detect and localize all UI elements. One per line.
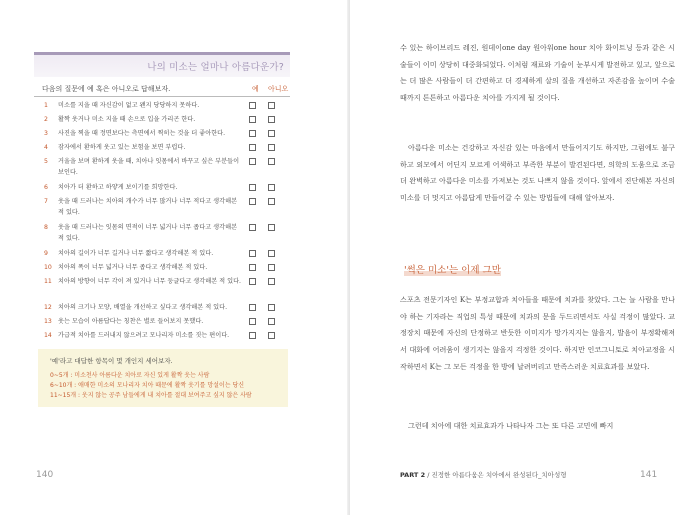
quiz-item-number: 3 xyxy=(44,130,48,137)
quiz-item-text: 웃는 모습이 아름답다는 칭찬은 별로 들어보지 못했다. xyxy=(58,318,204,325)
quiz-item-text: 치아의 길이가 너무 길거나 너무 짧다고 생각해본 적 있다. xyxy=(58,250,214,257)
quiz-item-number: 5 xyxy=(44,158,48,165)
quiz-item-number: 7 xyxy=(44,198,48,205)
quiz-item-text: 치아의 방향이 너무 각이 져 있거나 너무 둥글다고 생각해본 적 있다. xyxy=(58,278,242,285)
quiz-header-divider xyxy=(34,96,290,97)
body-paragraph: 그런데 치아에 대한 치료효과가 나타나자 그는 또 다른 고민에 빠지 xyxy=(408,421,614,430)
yes-checkbox[interactable] xyxy=(249,264,256,271)
quiz-title: 나의 미소는 얼마나 아름다운가? xyxy=(147,62,284,73)
yes-checkbox[interactable] xyxy=(249,304,256,311)
quiz-item-number: 9 xyxy=(44,250,48,257)
quiz-item-number: 14 xyxy=(44,332,52,339)
quiz-item-text: 활짝 웃거나 미소 지을 때 손으로 입을 가리곤 한다. xyxy=(58,116,196,123)
quiz-title-bar xyxy=(34,52,290,77)
page-number: 141 xyxy=(640,470,658,480)
no-checkbox[interactable] xyxy=(268,130,275,137)
yes-checkbox[interactable] xyxy=(249,318,256,325)
yes-checkbox[interactable] xyxy=(249,224,256,231)
quiz-item-text: 웃을 때 드러나는 잇몸의 면적이 너무 넓거나 너무 좁다고 생각해본 적 있다. xyxy=(58,224,238,242)
result-line: 6~10개 : 애매한 미소의 모나리자 치아 때문에 활짝 웃기를 망설이는 당신 xyxy=(50,382,245,389)
no-checkbox[interactable] xyxy=(268,102,275,109)
no-checkbox[interactable] xyxy=(268,278,275,285)
quiz-item-text: 잠자에서 환하게 웃고 있는 보험을 보면 부럽다. xyxy=(58,144,186,151)
quiz-item-text: 미소를 지을 때 자신감이 없고 왠지 당당하지 못하다. xyxy=(58,102,200,109)
yes-checkbox[interactable] xyxy=(249,158,256,165)
no-checkbox[interactable] xyxy=(268,318,275,325)
quiz-header xyxy=(34,82,290,96)
result-title: '예'라고 대답한 항목이 몇 개인지 세어보자. xyxy=(50,357,173,365)
yes-checkbox[interactable] xyxy=(249,116,256,123)
quiz-item-number: 13 xyxy=(44,318,52,325)
no-checkbox[interactable] xyxy=(268,144,275,151)
yes-checkbox[interactable] xyxy=(249,144,256,151)
no-checkbox[interactable] xyxy=(268,158,275,165)
no-checkbox[interactable] xyxy=(268,184,275,191)
footer-part: PART 2 xyxy=(400,471,426,479)
no-checkbox[interactable] xyxy=(268,198,275,205)
yes-checkbox[interactable] xyxy=(249,102,256,109)
result-line: 11~15개 : 웃지 않는 공주 남들에게 내 치아를 절대 보여주고 싶지 않은 사람 xyxy=(50,392,252,399)
yes-checkbox[interactable] xyxy=(249,278,256,285)
yes-column-label: 예 xyxy=(252,85,259,93)
quiz-item-text: 치아의 크기나 모양, 배열을 개선하고 싶다고 생각해본 적 있다. xyxy=(58,304,228,311)
quiz-item-number: 8 xyxy=(44,224,48,231)
footer-text: / 진정한 아름다움은 치아에서 완성된다_치아성형 xyxy=(427,471,567,479)
right-page xyxy=(350,0,700,515)
body-paragraph: 아름다운 미소는 건강하고 자신감 있는 마음에서 만들어지기도 하지만, 그럼에도 불구하고 외모에서 어딘지 모르게 어색하고 부족한 부분이 발견된다면, 의학의 도움으로 조금 더 완벽하고 아름다운 미소를 가져보는 것도 나쁘지 않을 것이다. 앞에서 진단해본 자신의 미소를 더 멋지고 아름답게 만들어갈 수 있는 방법들에 대해 알아보자. xyxy=(400,143,675,203)
body-paragraph: 스포츠 전문기자인 K는 부정교합과 치아들을 때문에 치과를 찾았다. 그는 늘 사람을 만나야 하는 기자라는 직업의 특성 때문에 치과의 문을 두드리면서도 사실 걱정이 많았다. 교정장치 때문에 자신의 단정하고 반듯한 이미지가 망가지지는 않을지, 발음이 부정확해져서 대화에 어려움이 생기지는 않을지 걱정한 것이다. 하지만 인코그니토로 치아교정을 시작하면서 K는 그 모든 걱정을 한 방에 날려버리고 만족스러운 치료효과를 보았다. xyxy=(400,295,675,371)
no-checkbox[interactable] xyxy=(268,250,275,257)
result-line: 0~5개 : 미소천사 아름다운 치아로 자신 있게 활짝 웃는 사람 xyxy=(50,372,210,379)
section-heading-text: '썩은 미소'는 이제 그만 xyxy=(404,265,501,276)
no-column-label: 아니오 xyxy=(268,85,289,93)
quiz-item-text: 사진을 찍을 때 정면보다는 측면에서 찍히는 것을 더 좋아한다. xyxy=(58,130,226,137)
yes-checkbox[interactable] xyxy=(249,198,256,205)
quiz-item-number: 4 xyxy=(44,144,48,151)
body-paragraph: 수 있는 하이브리드 레진, 원데이one day 원아워one hour 치아 화이트닝 등과 같은 시술들이 이미 상당히 대중화되었다. 이처럼 재료와 기술이 눈부시게 발전하고 있고, 앞으로는 더 많은 사람들이 더 간편하고 더 경제하게 살의 질을 개선하고 자존감을 높이며 수술 때까지 튼튼하고 아름다운 치아를 가지게 될 것이다. xyxy=(400,43,675,103)
running-footer xyxy=(400,470,567,479)
no-checkbox[interactable] xyxy=(268,332,275,339)
quiz-item-text: 웃을 때 드러나는 치아의 개수가 너무 많거나 너무 적다고 생각해본 적 있다. xyxy=(58,198,238,216)
result-box xyxy=(38,349,288,407)
no-checkbox[interactable] xyxy=(268,304,275,311)
no-checkbox[interactable] xyxy=(268,116,275,123)
no-checkbox[interactable] xyxy=(268,264,275,271)
yes-checkbox[interactable] xyxy=(249,184,256,191)
quiz-item-text: 거울을 보며 환하게 웃을 때, 치아나 잇몸에서 바꾸고 싶은 부분들이 보인다. xyxy=(58,158,240,176)
quiz-item-number: 1 xyxy=(44,102,48,109)
quiz-item-text: 가급적 치아를 드러내지 않으려고 모나리자 미소를 짓는 편이다. xyxy=(58,332,230,339)
quiz-item-number: 2 xyxy=(44,116,48,123)
yes-checkbox[interactable] xyxy=(249,130,256,137)
quiz-item-number: 10 xyxy=(44,264,52,271)
yes-checkbox[interactable] xyxy=(249,250,256,257)
page-number: 140 xyxy=(36,470,54,480)
no-checkbox[interactable] xyxy=(268,224,275,231)
quiz-item-number: 6 xyxy=(44,184,48,191)
yes-checkbox[interactable] xyxy=(249,332,256,339)
quiz-item-text: 치아의 폭이 너무 넓거나 너무 좁다고 생각해본 적 있다. xyxy=(58,264,208,271)
quiz-item-number: 11 xyxy=(44,278,52,285)
quiz-item-text: 치아가 더 환하고 하얗게 보이기를 희망한다. xyxy=(58,184,178,191)
section-heading xyxy=(404,262,501,276)
quiz-item-number: 12 xyxy=(44,304,52,311)
quiz-instruction: 다음의 질문에 예 혹은 아니오로 답해보자. xyxy=(42,85,171,93)
